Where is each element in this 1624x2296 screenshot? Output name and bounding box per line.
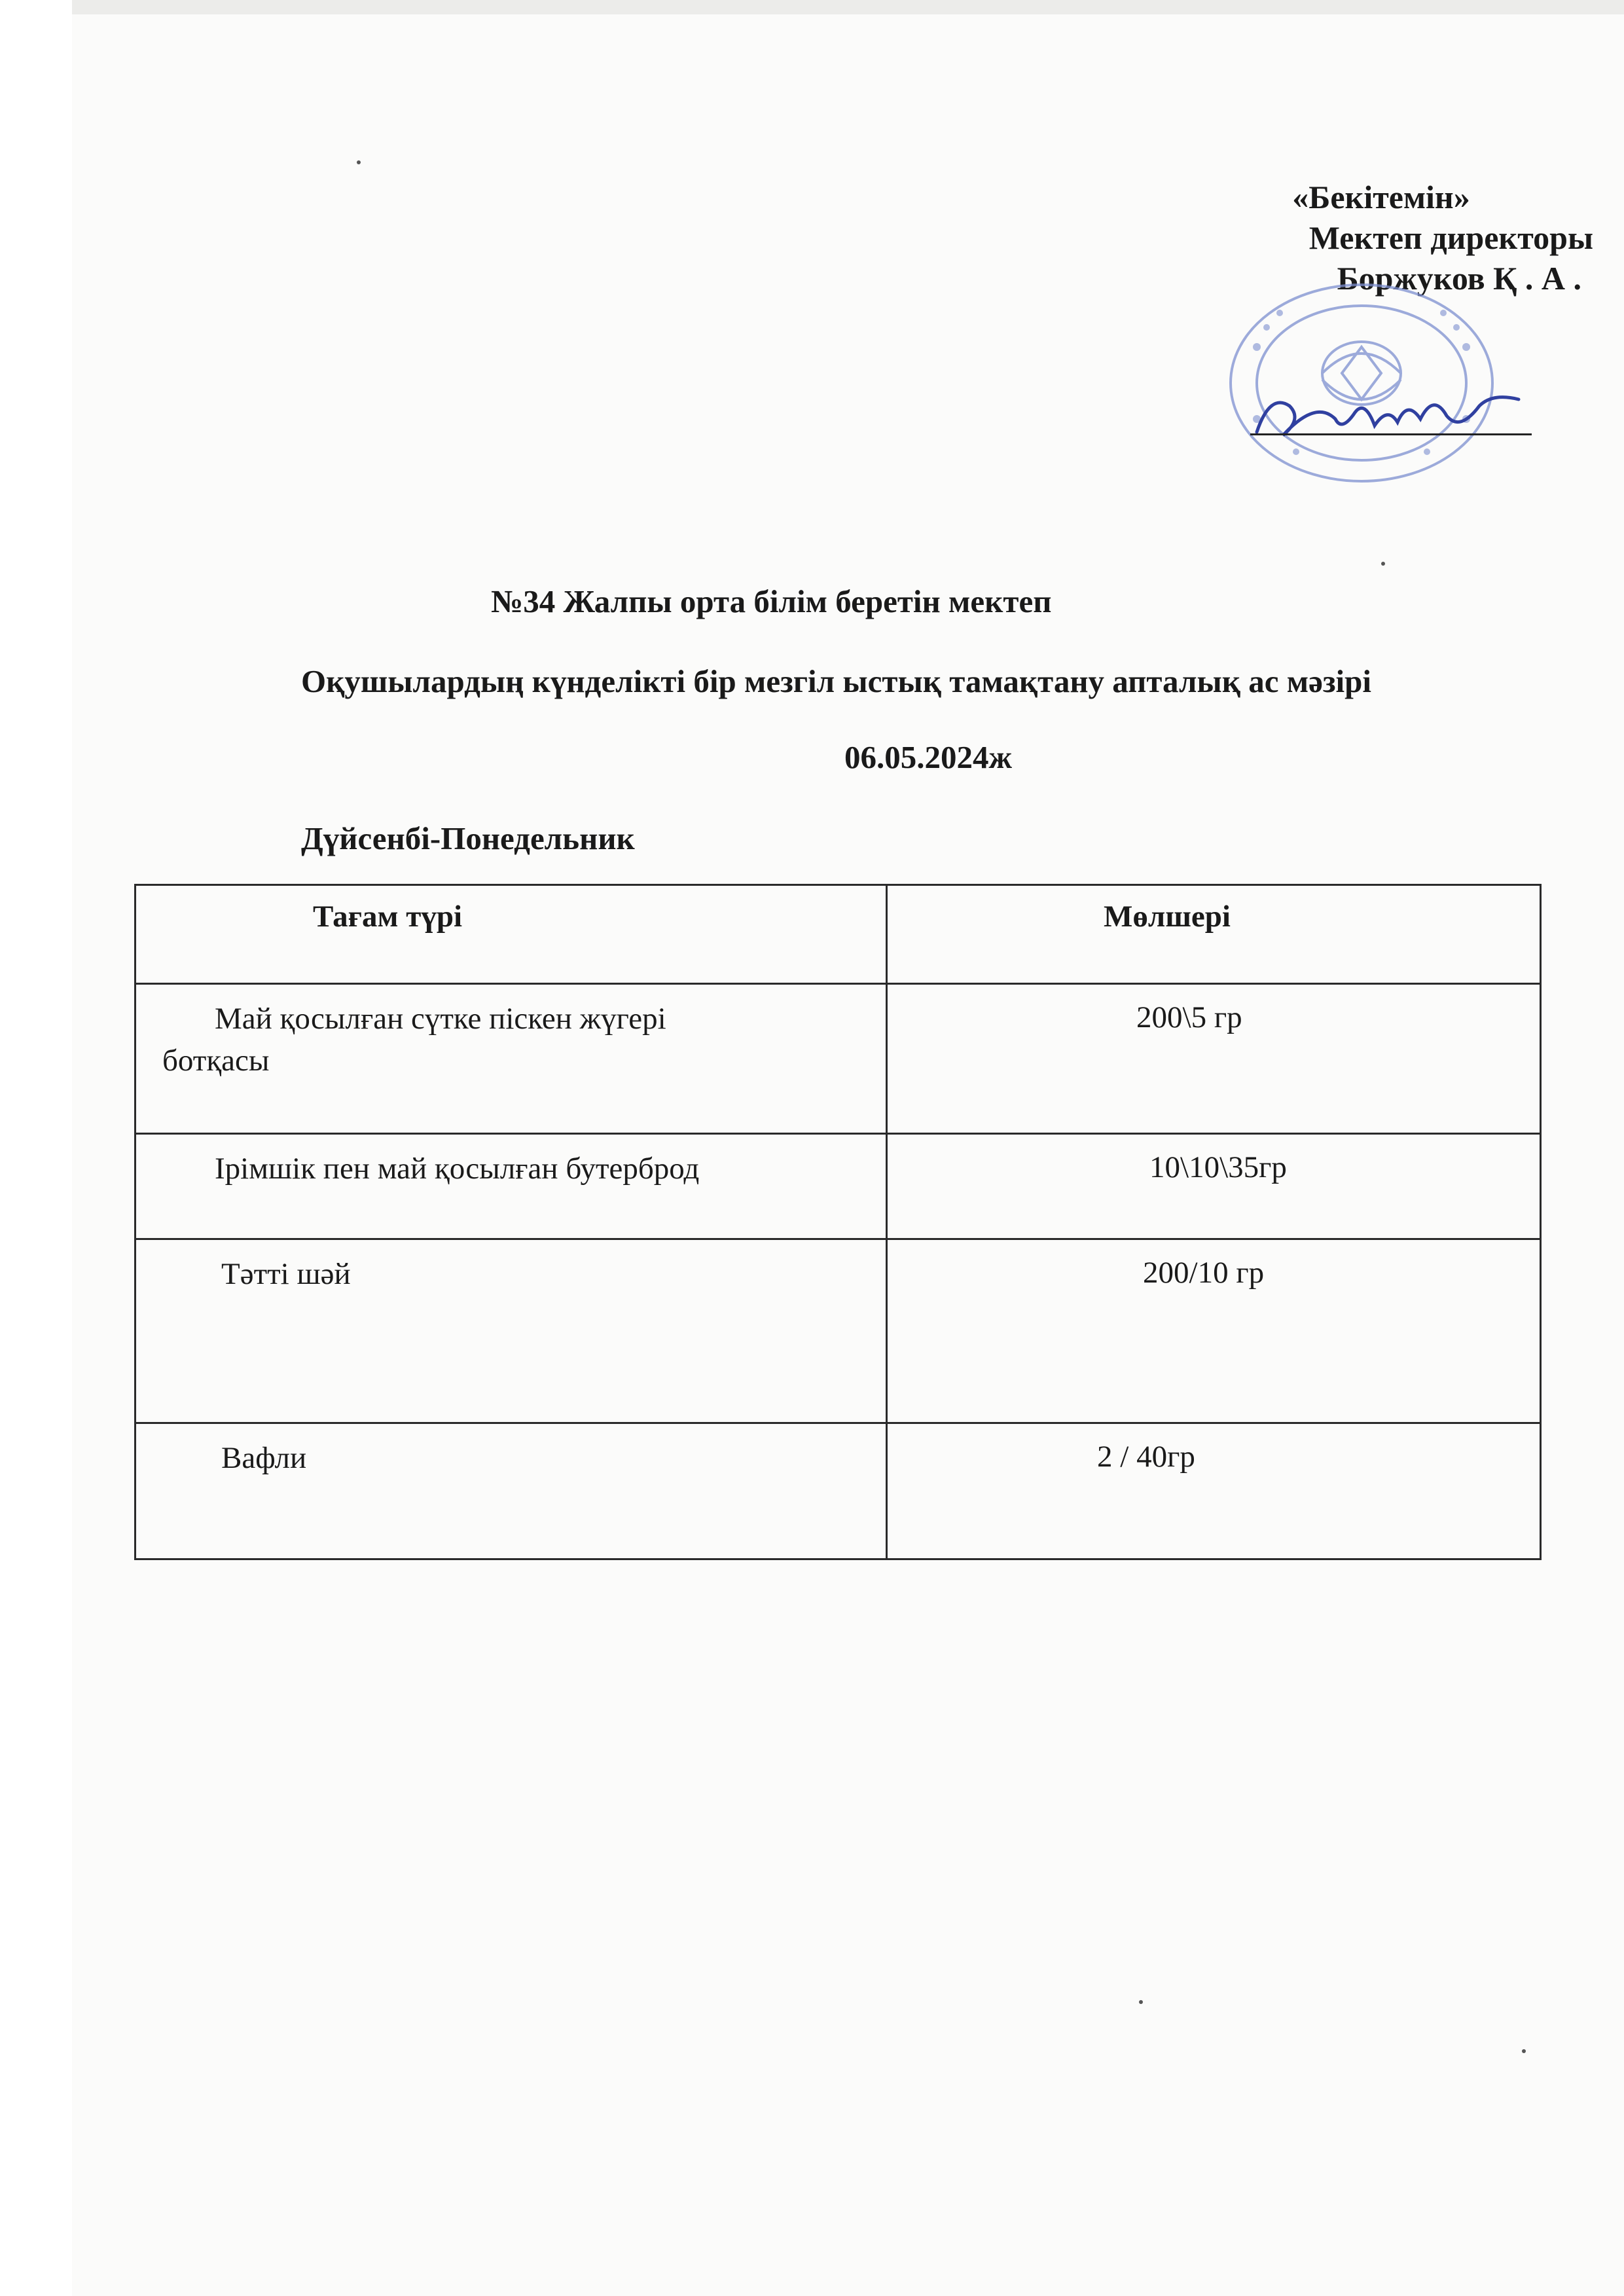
column-header-dish: Тағам түрі — [135, 885, 887, 984]
approval-name: Боржуков Қ . А . — [1337, 260, 1581, 297]
column-header-amount: Мөлшері — [887, 885, 1541, 984]
signature-line — [1250, 433, 1532, 435]
dish-cell — [135, 984, 887, 1134]
amount-cell: 200/10 гр — [887, 1239, 1541, 1423]
scan-margin — [0, 0, 72, 2296]
dish-name-line2: ботқасы — [162, 1044, 270, 1078]
amount-cell: 200\5 гр — [887, 984, 1541, 1134]
table-row — [135, 984, 1541, 1134]
menu-title: Оқушылардың күнделікті бір мезгіл ыстық тамақтану апталық ас мәзірі — [301, 663, 1372, 699]
school-title: №34 Жалпы орта білім беретін мектеп — [491, 583, 1052, 619]
dish-name-line1: Май қосылған сүтке піскен жүгері — [215, 1002, 666, 1036]
menu-date: 06.05.2024ж — [844, 739, 1013, 775]
dish-cell: Вафли — [135, 1423, 887, 1559]
signature-icon — [1244, 380, 1545, 452]
table-header-row — [135, 885, 1541, 984]
scan-edge — [72, 0, 1624, 14]
scan-speck — [1522, 2049, 1526, 2053]
table-row — [135, 1134, 1541, 1239]
dish-cell: Ірімшік пен май қосылған бутерброд — [135, 1134, 887, 1239]
scan-speck — [1381, 562, 1385, 566]
scan-speck — [357, 160, 361, 164]
table-row — [135, 1239, 1541, 1423]
scan-speck — [1139, 2000, 1143, 2004]
dish-cell: Тәтті шәй — [135, 1239, 887, 1423]
table-row — [135, 1423, 1541, 1559]
weekday-label: Дүйсенбі-Понедельник — [301, 820, 635, 856]
approval-heading: «Бекітемін» — [1292, 179, 1470, 215]
approval-position: Мектеп директоры — [1308, 219, 1593, 256]
menu-table — [134, 884, 1542, 1560]
amount-cell: 10\10\35гр — [887, 1134, 1541, 1239]
amount-cell: 2 / 40гр — [887, 1423, 1541, 1559]
